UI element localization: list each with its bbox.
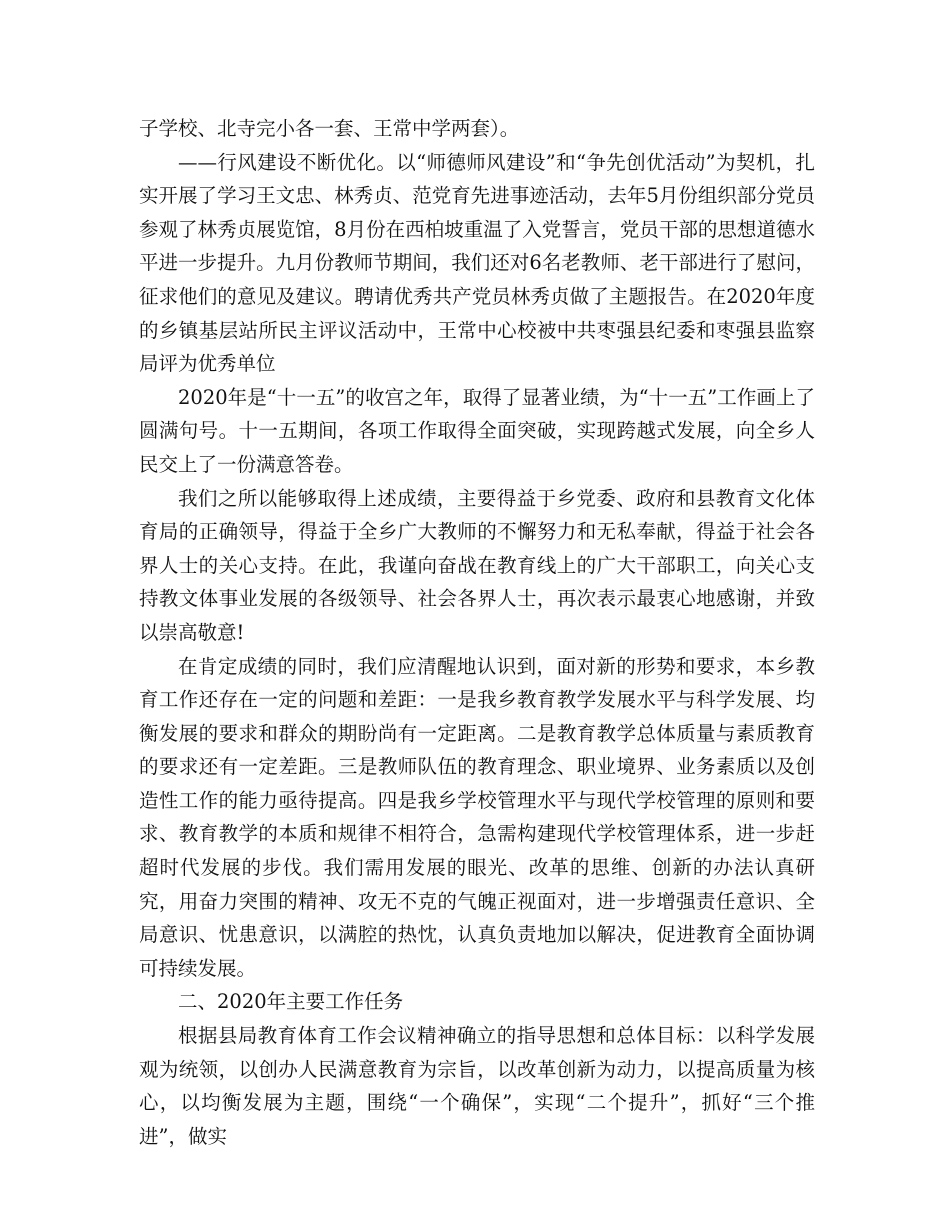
document-body [139,112,815,1153]
paragraph-2020-summary: 2020年是“十一五”的收宫之年，取得了显著业绩，为“十一五”工作画上了圆满句号。十一五期间，各项工作取得全面突破，实现跨越式发展，向全乡人民交上了一份满意答卷。 [139,385,815,476]
paragraph-acknowledgements: 我们之所以能够取得上述成绩，主要得益于乡党委、政府和县教育文化体育局的正确领导，得益于全乡广大教师的不懈努力和无私奉献，得益于社会各界人士的关心支持。在此，我谨向奋战在教育线上的广大干部职工，向关心支持教文体事业发展的各级领导、社会各界人士，再次表示最衷心地感谢，并致以崇高敬意! [139,486,815,644]
paragraph-guiding-thought: 根据县局教育体育工作会议精神确立的指导思想和总体目标：以科学发展观为统领，以创办人民满意教育为宗旨，以改革创新为动力，以提高质量为核心，以均衡发展为主题，围绕“一个确保”，实现“二个提升”，抓好“三个推进”，做实 [139,1024,815,1148]
paragraph-conduct-building: ——行风建设不断优化。以“师德师风建设”和“争先创优活动”为契机，扎实开展了学习王文忠、林秀贞、范党育先进事迹活动，去年5月份组织部分党员参观了林秀贞展览馆，8月份在西柏坡重温了入党誓言，党员干部的思想道德水平进一步提升。九月份教师节期间，我们还对6名老教师、老干部进行了慰问，征求他们的意见及建议。聘请优秀共产党员林秀贞做了主题报告。在2020年度的乡镇基层站所民主评议活动中，王常中心校被中共枣强县纪委和枣强县监察局评为优秀单位 [139,150,815,376]
section-heading-main-tasks: 二、2020年主要工作任务 [178,990,404,1014]
paragraph-problems: 在肯定成绩的同时，我们应清醒地认识到，面对新的形势和要求，本乡教育工作还存在一定的问题和差距：一是我乡教育教学发展水平与科学发展、均衡发展的要求和群众的期盼尚有一定距离。二是教育教学总体质量与素质教育的要求还有一定差距。三是教师队伍的教育理念、职业境界、业务素质以及创造性工作的能力亟待提高。四是我乡学校管理水平与现代学校管理的原则和要求、教育教学的本质和规律不相符合，急需构建现代学校管理体系，进一步赶超时代发展的步伐。我们需用发展的眼光、改革的思维、创新的办法认真研究，用奋力突围的精神、攻无不克的气魄正视面对，进一步增强责任意识、全局意识、忧患意识，以满腔的热忱，认真负责地加以解决，促进教育全面协调可持续发展。 [139,654,815,980]
paragraph-continuation: 子学校、北寺完小各一套、王常中学两套）。 [139,117,520,140]
